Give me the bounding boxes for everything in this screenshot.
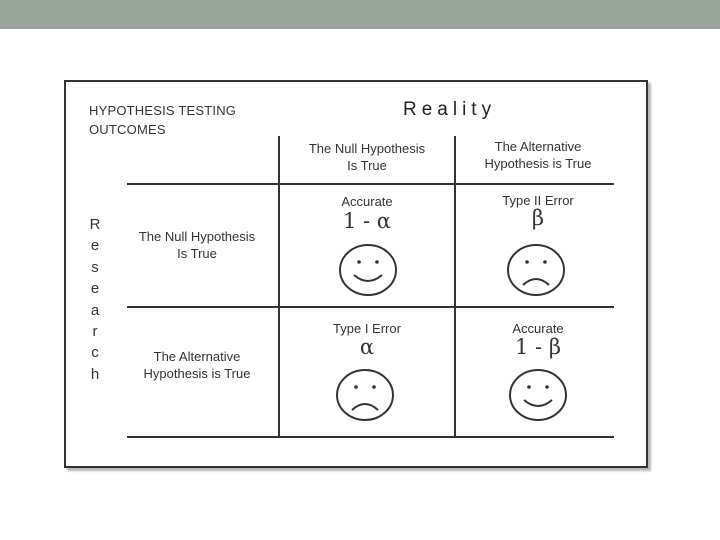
grid-line-horizontal-middle	[127, 306, 614, 308]
column-header-alternative-line2: Hypothesis is True	[484, 156, 592, 171]
cell-alternative-null-symbol: α	[359, 335, 375, 359]
row-header-alternative	[122, 348, 272, 382]
cell-alternative-null-label: Type I Error	[333, 321, 401, 336]
research-letter: a	[90, 301, 100, 319]
column-header-null-line2: Is True	[347, 158, 387, 173]
smiley-face-icon	[507, 368, 569, 422]
column-header-alternative-line1: The Alternative	[494, 139, 582, 154]
cell-null-null-symbol: 1 - α	[343, 209, 391, 233]
reality-label: Reality	[403, 99, 497, 120]
smiley-face-icon	[337, 243, 399, 297]
row-header-null	[122, 228, 272, 262]
diagram-title-line2: OUTCOMES	[89, 122, 166, 137]
cell-null-alternative-label: Type II Error	[502, 193, 574, 208]
cell-alternative-alternative-symbol: 1 - β	[515, 335, 561, 359]
grid-line-vertical-right	[454, 136, 456, 438]
row-header-null-line2: Is True	[177, 246, 217, 261]
research-letter: e	[90, 280, 100, 298]
research-letter: R	[89, 216, 101, 233]
research-letter: h	[90, 365, 100, 383]
research-label	[84, 214, 106, 385]
research-letter: s	[91, 258, 99, 276]
research-letter: e	[90, 237, 100, 255]
grid-line-vertical-left	[278, 136, 280, 438]
grid-line-horizontal-top	[127, 183, 614, 185]
row-header-alternative-line2: Hypothesis is True	[143, 366, 251, 381]
grid-line-horizontal-bottom	[127, 436, 614, 438]
research-letter: r	[92, 323, 98, 341]
column-header-null-line1: The Null Hypothesis	[308, 141, 426, 156]
row-header-null-line1: The Null Hypothesis	[138, 229, 256, 244]
diagram-title-line1: HYPOTHESIS TESTING	[89, 103, 237, 118]
column-header-null	[280, 140, 454, 174]
cell-alternative-alternative-label: Accurate	[512, 321, 564, 336]
frowning-face-icon	[334, 368, 396, 422]
row-header-alternative-line1: The Alternative	[153, 349, 241, 364]
frowning-face-icon	[505, 243, 567, 297]
cell-null-null-label: Accurate	[341, 194, 393, 209]
cell-null-alternative-symbol: β	[531, 206, 545, 230]
research-letter: c	[91, 344, 99, 362]
column-header-alternative	[456, 138, 620, 172]
top-bar	[0, 0, 720, 29]
